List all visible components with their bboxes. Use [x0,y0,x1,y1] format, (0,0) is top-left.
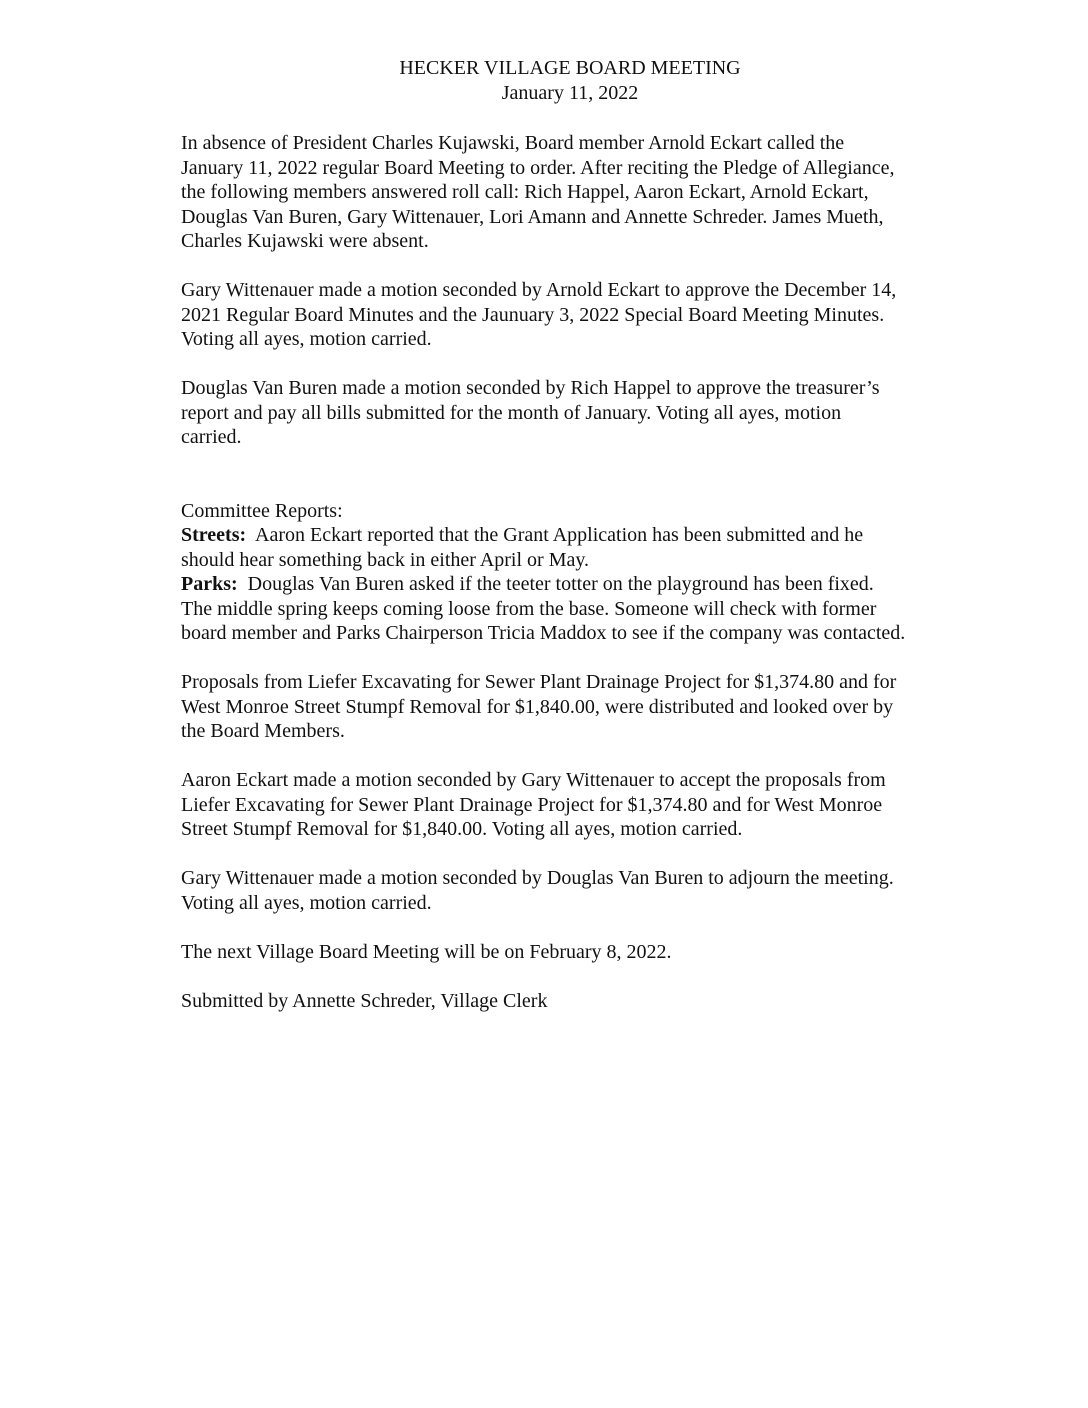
text-line: board member and Parks Chairperson Tricia Maddox to see if the company was contacted. [181,622,906,644]
text-line: Aaron Eckart made a motion seconded by Gary Wittenauer to accept the proposals from [181,769,886,791]
text-line: Proposals from Liefer Excavating for Sewer Plant Drainage Project for $1,374.80 and for [181,671,897,693]
minutes-motion-paragraph [181,278,981,352]
text-line: Submitted by Annette Schreder, Village Clerk [181,989,548,1012]
text-line: The next Village Board Meeting will be on February 8, 2022. [181,940,672,963]
committee-reports-heading: Committee Reports: [181,499,343,522]
text-line: West Monroe Street Stumpf Removal for $1,840.00, were distributed and looked over by [181,695,894,718]
text-line: the Board Members. [181,720,345,742]
meeting-title: HECKER VILLAGE BOARD MEETING [399,57,741,79]
proposals-motion-paragraph [181,768,981,842]
streets-label: Streets: [181,524,247,546]
text-line: Gary Wittenauer made a motion seconded by Arnold Eckart to approve the December 14, [181,279,897,301]
text-line: Street Stumpf Removal for $1,840.00. Voting all ayes, motion carried. [181,818,743,840]
text-line: carried. [181,426,242,448]
text-line: the following members answered roll call: Rich Happel, Aaron Eckart, Arnold Eckart, [181,181,869,203]
blank-line [181,474,981,499]
adjourn-motion-paragraph [181,866,981,915]
text-line: Voting all ayes, motion carried. [181,891,432,914]
next-meeting-paragraph [181,940,981,965]
text-line: 2021 Regular Board Minutes and the Jaunuary 3, 2022 Special Board Meeting Minutes. [181,303,885,326]
text-line: The middle spring keeps coming loose from the base. Someone will check with former [181,597,877,620]
text-line: January 11, 2022 regular Board Meeting to order. After reciting the Pledge of Allegiance, [181,156,895,179]
text-line: Voting all ayes, motion carried. [181,328,432,350]
parks-report [181,572,981,597]
text-line: Douglas Van Buren, Gary Wittenauer, Lori Amann and Annette Schreder. James Mueth, [181,205,884,228]
text-line: Liefer Excavating for Sewer Plant Drainage Project for $1,374.80 and for West Monroe [181,793,883,816]
text-line: should hear something back in either April or May. [181,548,590,571]
text-line: In absence of President Charles Kujawski, Board member Arnold Eckart called the [181,132,845,154]
streets-report [181,523,981,548]
proposals-paragraph [181,670,981,744]
text-line: report and pay all bills submitted for the month of January. Voting all ayes, motion [181,401,842,424]
text-line: Gary Wittenauer made a motion seconded by Douglas Van Buren to adjourn the meeting. [181,867,894,889]
document-body [181,131,981,1038]
streets-text: Aaron Eckart reported that the Grant Application has been submitted and he [246,524,864,546]
treasurer-motion-paragraph [181,376,981,450]
meeting-date: January 11, 2022 [501,82,639,104]
document-header [0,56,1088,106]
text-line: Douglas Van Buren made a motion seconded by Rich Happel to approve the treasurer’s [181,377,880,399]
call-to-order-paragraph [181,131,981,254]
committee-reports-section [181,499,981,646]
parks-label: Parks: [181,573,238,595]
text-line: Charles Kujawski were absent. [181,230,429,252]
parks-text: Douglas Van Buren asked if the teeter totter on the playground has been fixed. [237,573,874,595]
submitted-by-paragraph [181,989,981,1014]
